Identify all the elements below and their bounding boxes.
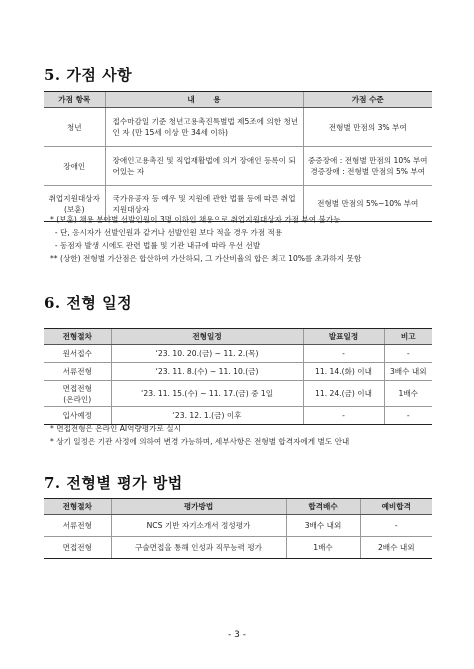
level-cell: [303, 147, 432, 186]
multiple-cell: 3배수 내외: [286, 515, 360, 537]
note-line: - 단, 응시자가 선발인원과 같거나 선발인원 보다 적을 경우 가점 적용: [50, 228, 283, 237]
note-line: - 동점자 발생 시에도 관련 법률 및 기관 내규에 따라 우선 선발: [50, 241, 261, 250]
method-cell: 구술면접을 통해 인성과 직무능력 평가: [111, 537, 286, 559]
level-cell: 전형별 만점의 3% 부여: [303, 108, 432, 147]
table-header-row: [44, 329, 432, 345]
schedule-cell: ‘23. 12. 1.(금) 이후: [111, 407, 303, 425]
step-cell: 서류전형: [44, 515, 111, 537]
announce-cell: -: [303, 345, 384, 363]
section-5-heading: 5. 가점 사항: [44, 66, 133, 84]
bonus-points-table: [44, 91, 432, 222]
step-line: 면접전형: [62, 383, 92, 393]
announce-cell: 11. 24.(금) 이내: [303, 381, 384, 407]
table-row: [44, 147, 432, 186]
column-header: 가점 수준: [303, 92, 432, 108]
column-header: 전형절차: [44, 329, 111, 345]
note-cell: 3배수 내외: [384, 363, 432, 381]
step-cell: 면접전형: [44, 537, 111, 559]
column-header: 전형절차: [44, 499, 111, 515]
note-line: ** (상한) 전형별 가산점은 합산하여 가산하되, 그 가산비율의 합은 최고 10%를 초과하지 못함: [50, 254, 362, 263]
level-line: 경증장애 : 전형별 만점의 5% 부여: [310, 167, 426, 176]
section-6-heading: 6. 전형 일정: [44, 294, 133, 312]
section-5-notes: [50, 213, 361, 265]
item-line: 취업지원대상자: [48, 193, 100, 203]
reserve-cell: -: [360, 515, 432, 537]
item-cell: 장애인: [44, 147, 105, 186]
content-cell: 국가유공자 등 예우 및 지원에 관한 법률 등에 따른 취업지원대상자: [105, 186, 303, 222]
table-row: [44, 515, 432, 537]
method-cell: NCS 기반 자기소개서 정성평가: [111, 515, 286, 537]
schedule-table: [44, 328, 432, 425]
step-cell: [44, 381, 111, 407]
announce-cell: 11. 14.(화) 이내: [303, 363, 384, 381]
item-line: (보훈): [63, 204, 85, 214]
note-cell: -: [384, 345, 432, 363]
note-line: * 상기 일정은 기관 사정에 의하여 변경 가능하며, 세부사항은 전형별 합격자에게 별도 안내: [50, 437, 350, 446]
column-header: 비고: [384, 329, 432, 345]
section-6-notes: [50, 422, 349, 448]
table-row: [44, 537, 432, 559]
level-cell: 전형별 만점의 5%~10% 부여: [303, 186, 432, 222]
note-cell: -: [384, 407, 432, 425]
table-header-row: [44, 499, 432, 515]
table-row: [44, 108, 432, 147]
level-line: 중증장애 : 전형별 만점의 10% 부여: [307, 156, 428, 165]
table-row: [44, 363, 432, 381]
step-line: (온라인): [63, 394, 92, 404]
table-row: [44, 345, 432, 363]
column-header: 전형일정: [111, 329, 303, 345]
content-cell: 장애인고용촉진 및 직업재활법에 의거 장애인 등록이 되어있는 자: [105, 147, 303, 186]
schedule-cell: ‘23. 11. 15.(수) ~ 11. 17.(금) 중 1일: [111, 381, 303, 407]
note-line: * 면접전형은 온라인 AI역량평가로 실시: [50, 424, 181, 433]
table-header-row: [44, 92, 432, 108]
step-cell: 서류전형: [44, 363, 111, 381]
column-header: 발표일정: [303, 329, 384, 345]
schedule-cell: ‘23. 10. 20.(금) ~ 11. 2.(목): [111, 345, 303, 363]
reserve-cell: 2배수 내외: [360, 537, 432, 559]
column-header: 합격배수: [286, 499, 360, 515]
multiple-cell: 1배수: [286, 537, 360, 559]
step-cell: 원서접수: [44, 345, 111, 363]
column-header: 가점 항목: [44, 92, 105, 108]
announce-cell: -: [303, 407, 384, 425]
note-cell: 1배수: [384, 381, 432, 407]
evaluation-table: [44, 498, 432, 559]
page-number: - 3 -: [228, 630, 246, 640]
note-line: * (보훈) 채용 분야별 선발인원이 3명 이하인 채용으로 취업지원대상자 가점 부여 불가능: [50, 215, 341, 224]
column-header: 내 용: [105, 92, 303, 108]
table-row: [44, 381, 432, 407]
content-cell: 접수마감일 기준 청년고용촉진특별법 제5조에 의한 청년인 자 (만 15세 이상 만 34세 이하): [105, 108, 303, 147]
section-7-heading: 7. 전형별 평가 방법: [44, 474, 183, 492]
schedule-cell: ‘23. 11. 8.(수) ~ 11. 10.(금): [111, 363, 303, 381]
column-header: 예비합격: [360, 499, 432, 515]
column-header: 평가방법: [111, 499, 286, 515]
item-cell: 청년: [44, 108, 105, 147]
step-cell: 입사예정: [44, 407, 111, 425]
